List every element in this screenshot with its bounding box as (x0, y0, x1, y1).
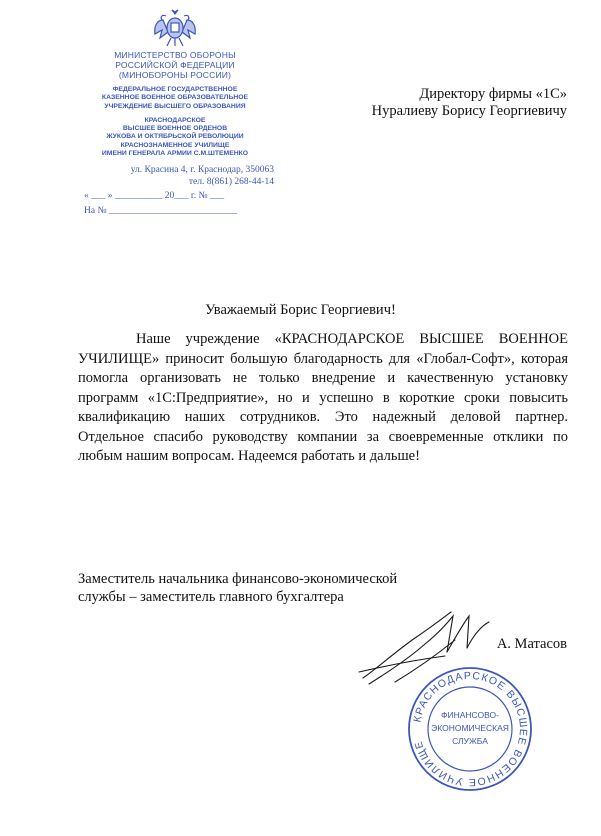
recipient-position: Директору фирмы «1С» (419, 86, 567, 102)
letterhead-school: КРАСНОДАРСКОЕ ВЫСШЕЕ ВОЕННОЕ ОРДЕНОВ ЖУКОВА И ОКТЯБРЬСКОЙ РЕВОЛЮЦИИ КРАСНОЗНАМЕННОЕ УЧИЛИЩЕ ИМЕНИ ГЕНЕРАЛА АРМИИ С.М.ШТЕМЕНКО (101, 116, 249, 158)
round-seal-stamp (405, 664, 535, 794)
seal-center-line-1: ФИНАНСОВО- (441, 710, 499, 720)
letterhead (70, 8, 280, 218)
letterhead-date-line: « ___ » __________ 20___ г. № ___ (84, 191, 225, 202)
seal-center-line-3: СЛУЖБА (452, 736, 488, 746)
letterhead-address: ул. Красина 4, г. Краснодар, 350063 тел. 8(861) 268-44-14 (130, 165, 274, 188)
signatory-name: А. Матасов (496, 636, 567, 652)
recipient-name: Нуралиеву Борису Георгиевичу (371, 103, 567, 119)
seal-center-line-2: ЭКОНОМИЧЕСКАЯ (431, 723, 509, 733)
letterhead-ref-line: На № ___________________________ (84, 206, 238, 217)
double-headed-eagle-icon (152, 8, 198, 48)
seal-ring-text-path: КРАСНОДАРСКОЕ ВЫСШЕЕ ВОЕННОЕ УЧИЛИЩЕ (411, 669, 530, 789)
letter-body: Наше учреждение «КРАСНОДАРСКОЕ ВЫСШЕЕ ВОЕННОЕ УЧИЛИЩЕ» приносит большую благодарность для «Глобал-Софт», которая помогла организовать не только внедрение и качественную установку программ «1С:Предприятие», но и успешно в короткие сроки повысить квалификацию наших сотрудников. Это надежный деловой партнер. Отдельное спасибо руководству компании за своевременные отклики по любым нашим вопросам. Надеемся работать и дальше! (78, 331, 568, 464)
letterhead-institution: ФЕДЕРАЛЬНОЕ ГОСУДАРСТВЕННОЕ КАЗЕННОЕ ВОЕННОЕ ОБРАЗОВАТЕЛЬНОЕ УЧРЕЖДЕНИЕ ВЫСШЕГО ОБРАЗОВАНИЯ (101, 86, 249, 110)
salutation: Уважаемый Борис Георгиевич! (205, 302, 396, 318)
letterhead-ministry: МИНИСТЕРСТВО ОБОРОНЫ РОССИЙСКОЙ ФЕДЕРАЦИИ (МИНОБОРОНЫ РОССИИ) (114, 50, 236, 80)
signatory-title: Заместитель начальника финансово-экономической службы – заместитель главного бухгалтера (78, 571, 398, 605)
recipient-block (372, 86, 567, 120)
